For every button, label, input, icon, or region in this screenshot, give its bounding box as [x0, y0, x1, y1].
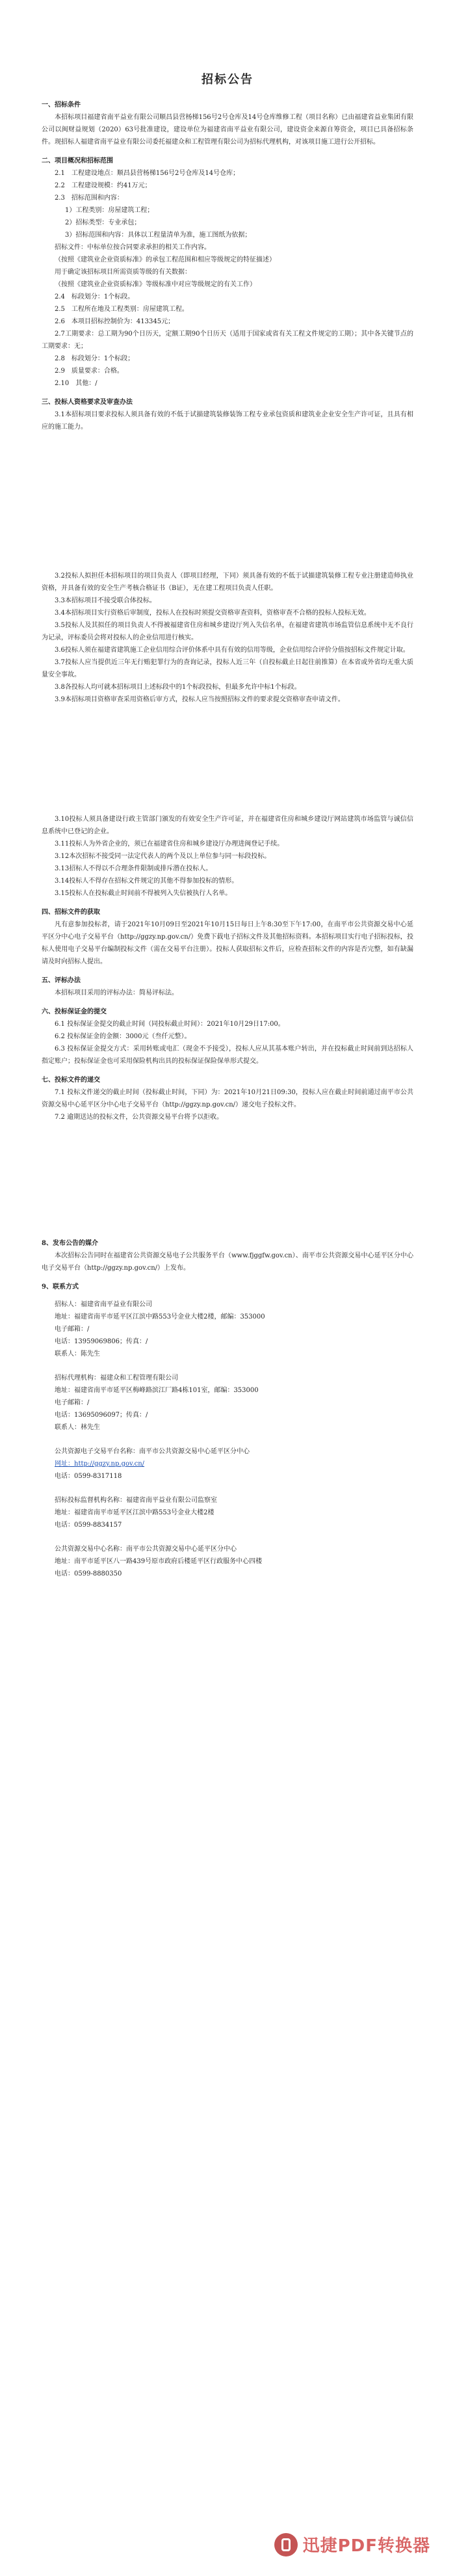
list-line: 2.2 工程建设规模：约41万元；	[55, 182, 151, 189]
blank-region	[42, 706, 413, 813]
section-heading: 8、发布公告的媒介	[42, 1240, 98, 1247]
paragraph: 3.11投标人为外省企业的，须已在福建省住房和城乡建设厅办理进闽登记手续。	[55, 840, 284, 848]
section-heading: 五、评标办法	[42, 977, 81, 984]
pdf-converter-logo-icon	[274, 2533, 298, 2556]
paragraph: 本招标项目福建省南平益业有限公司顺昌县营杨梯156号2号仓库及14号仓库维修工程（项目名称）已由福建省益业集团有限公司以闽财益规划（2020）63号批准建设，建设单位为福建省南平益业有限公司，建设资金来源自筹资金，项目已具备招标条件。现招标人福建省南平益业有限公司委托福建众和工程管理有限公司为招标代理机构，对该项目施工进行公开招标。	[42, 114, 413, 146]
paragraph: 3.14投标人不得存在招标文件规定的其他不得参加投标的情形。	[55, 878, 239, 885]
paragraph: 3.8各投标人均可就本招标项目上述标段中的1个标段投标，但最多允许中标1个标段。	[55, 684, 301, 691]
list-line: 招标文件：中标单位按合同要求承担的相关工作内容。	[55, 244, 211, 251]
agency-contact	[42, 1372, 413, 1434]
contact-line: 招标投标监督机构名称：福建省南平益业有限公司监察室	[55, 1497, 217, 1504]
section-heading: 二、项目概况和招标范围	[42, 157, 113, 165]
list-line: 2）招标类型：专业承包；	[58, 219, 141, 226]
blank-region	[42, 433, 413, 570]
section-heading: 9、联系方式	[42, 1283, 79, 1291]
list-line: 3）招标范围和内容：具体以工程量清单为准，施工图纸为依据；	[58, 232, 252, 239]
pdf-converter-watermark	[274, 2532, 430, 2556]
contact-line: 招标代理机构：福建众和工程管理有限公司	[55, 1375, 178, 1382]
center-contact	[42, 1543, 413, 1580]
contact-line: 电话：0599-8317118	[55, 1473, 122, 1480]
paragraph: 6.2 投标保证金的金额：3000元（叁仟元整）。	[55, 1033, 191, 1040]
blank-region	[42, 1123, 413, 1237]
section-heading: 六、投标保证金的提交	[42, 1008, 107, 1015]
list-line: 2.7工期要求：总工期为90个日历天，定额工期90个日历天（适用于国家或省有关工程文件规定的工期）；其中各关键节点的工期要求：无；	[42, 330, 413, 350]
paragraph: 3.2投标人拟担任本招标项目的项目负责人（即项目经理，下同）须具备有效的不低于试描建筑装修工程专业注册建造师执业资格，并具备有效的安全生产考核合格证书（B证），无在建工程项目负责人任职。	[42, 572, 413, 592]
tenderer-contact	[42, 1298, 413, 1360]
page-title: 招标公告	[202, 73, 254, 87]
contact-line: 电子邮箱：/	[55, 1399, 90, 1406]
paragraph: 凡有意参加投标者，请于2021年10月09日至2021年10月15日每日上午8:30至下午17:00，在南平市公共资源交易中心延平区分中心电子交易平台（http://ggzy.np.gov.cn/）免费下载电子招标文件及其他招标资料。本招标项目实行电子招标投标，投标人使用电子交易平台编制投标文件（需在交易平台注册）。投标人获取招标文件后，应检查招标文件的内容是否完整，如有缺漏请及时向招标人提出。	[42, 921, 413, 965]
paragraph: 7.1 投标文件递交的截止时间（投标截止时间，下同）为：2021年10月21日09:30，投标人应在截止时间前通过南平市公共资源交易中心延平区分中心电子交易平台（http://ggzy.np.gov.cn/）递交电子投标文件。	[42, 1089, 413, 1108]
paragraph: 6.3 投标保证金提交方式：采用转账或电汇（现金不予接受），投标人应从其基本账户转出，并在投标截止时间前到达招标人指定账户；投标保证金也可采用保险机构出具的投标保证保险保单形式提交。	[42, 1045, 413, 1065]
list-line: 2.6 本项目招标控制价为：413345元；	[55, 318, 175, 325]
paragraph: 3.9本招标项目资格审查采用资格后审方式，投标人应当按照招标文件的要求提交资格审查申请文件。	[55, 696, 344, 703]
paragraph: 3.12本次招标不接受同一法定代表人的两个及以上单位参与同一标段投标。	[55, 853, 271, 860]
contact-line: 地址：福建省南平市延平区江滨中路553号金业大楼2楼	[55, 1509, 214, 1516]
paragraph: 3.4本招标项目实行资格后审制度，投标人在投标时须提交资格审查资料，资格审查不合格的投标人投标无效。	[55, 610, 370, 617]
paragraph: 6.1 投标保证金提交的截止时间（同投标截止时间）：2021年10月29日17:00。	[55, 1021, 285, 1028]
platform-contact	[42, 1445, 413, 1483]
contact-line: 电话：0599-8834157	[55, 1522, 122, 1529]
contact-line: 电话：13695096097；传真：/	[55, 1412, 148, 1419]
paragraph: 3.5投标人及其拟任的项目负责人不得被福建省住房和城乡建设厅列入失信名单，在福建省建筑市场监管信息系统中无不良行为记录，评标委员会将对投标人的企业信用进行核实。	[42, 622, 413, 641]
paragraph: 3.1本招标项目要求投标人须具备有效的不低于试描建筑装修装饰工程专业承包资质和建筑业企业安全生产许可证，且具有相应的施工能力。	[42, 411, 413, 431]
paragraph: 3.15投标人在投标截止时间前不得被列入失信被执行人名单。	[55, 890, 232, 897]
contact-line: 公共资源电子交易平台名称：南平市公共资源交易中心延平区分中心	[55, 1448, 250, 1455]
paragraph: 本次招标公告同时在福建省公共资源交易电子公共服务平台（www.fjggfw.gov.cn）、南平市公共资源交易中心延平区分中心电子交易平台（http://ggzy.np.gov.cn/）上发布。	[42, 1252, 413, 1272]
section-heading: 一、招标条件	[42, 101, 81, 109]
contact-line: 电子邮箱：/	[55, 1326, 90, 1333]
paragraph: 本招标项目采用的评标办法：简易评标法。	[55, 989, 178, 997]
project-overview-list	[42, 167, 413, 390]
paragraph: 3.13招标人不得以不合理条件限制或排斥潜在投标人。	[55, 865, 213, 872]
contact-line: 地址：南平市延平区八一路439号原市政府后楼延平区行政服务中心四楼	[55, 1558, 263, 1565]
paragraph: 3.6投标人须在福建省建筑施工企业信用综合评价体系中具有有效的信用等级，企业信用综合评价分值按招标文件规定计取。	[55, 647, 410, 654]
list-line: 2.10 其他：/	[55, 380, 98, 387]
list-line: 2.5 工程所在地及工程类别：房屋建筑工程。	[55, 306, 188, 313]
paragraph: 7.2 逾期送达的投标文件，公共资源交易平台将予以拒收。	[55, 1114, 224, 1121]
list-line: 用于确定该招标项目所需资质等级的有关数据：	[55, 269, 191, 276]
section-heading: 四、招标文件的获取	[42, 909, 100, 916]
contact-line: 公共资源交易中心名称：南平市公共资源交易中心延平区分中心	[55, 1546, 237, 1553]
supervisor-contact	[42, 1494, 413, 1531]
contact-line: 联系人：陈先生	[55, 1350, 100, 1358]
list-line: 2.9 质量要求：合格。	[55, 368, 124, 375]
list-line: 2.3 招标范围和内容：	[55, 195, 124, 202]
contact-line: 地址：福建省南平市延平区梅峰路滨江厂路4栋101室，邮编：353000	[55, 1387, 259, 1394]
list-line: 2.8 标段划分：1个标段；	[55, 355, 135, 362]
watermark-text: 迅捷PDF转换器	[302, 2536, 430, 2556]
list-line: 2.4 标段划分：1个标段。	[55, 293, 135, 301]
list-line: （按照《建筑业企业资质标准》等级标准中对应等级规定的有关工作）	[55, 281, 256, 288]
list-line: 2.1 工程建设地点：顺昌县营杨梯156号2号仓库及14号仓库；	[55, 170, 240, 177]
contact-line: 电话：13959069806；传真：/	[55, 1338, 148, 1345]
contact-line: 地址：福建省南平市延平区江滨中路553号金业大楼2楼，邮编：353000	[55, 1313, 265, 1321]
list-line: 1）工程类别：房屋建筑工程；	[58, 207, 154, 214]
contact-line: 招标人：福建省南平益业有限公司	[55, 1301, 152, 1308]
paragraph: 3.7投标人应当提供近三年无行贿犯罪行为的查询记录，投标人近三年（自投标截止日起往前推算）在本省或外省均无重大质量安全事故。	[42, 659, 413, 678]
list-line: （按照《建筑业企业资质标准》的承包工程范围和相应等级规定的特征描述）	[55, 256, 276, 263]
section-heading: 七、投标文件的递交	[42, 1077, 100, 1084]
paragraph: 3.10投标人须具备建设行政主管部门颁发的有效安全生产许可证，并在福建省住房和城乡建设厅网站建筑市场监管与诚信信息系统中已登记的企业。	[42, 816, 413, 835]
section-heading: 三、投标人资格要求及审查办法	[42, 399, 133, 406]
contact-line: 电话：0599-8880350	[55, 1570, 122, 1577]
platform-url-link[interactable]: 网址：http://ggzy.np.gov.cn/	[55, 1460, 145, 1468]
paragraph: 3.3本招标项目不接受联合体投标。	[55, 597, 156, 604]
contact-line: 联系人：林先生	[55, 1424, 100, 1431]
